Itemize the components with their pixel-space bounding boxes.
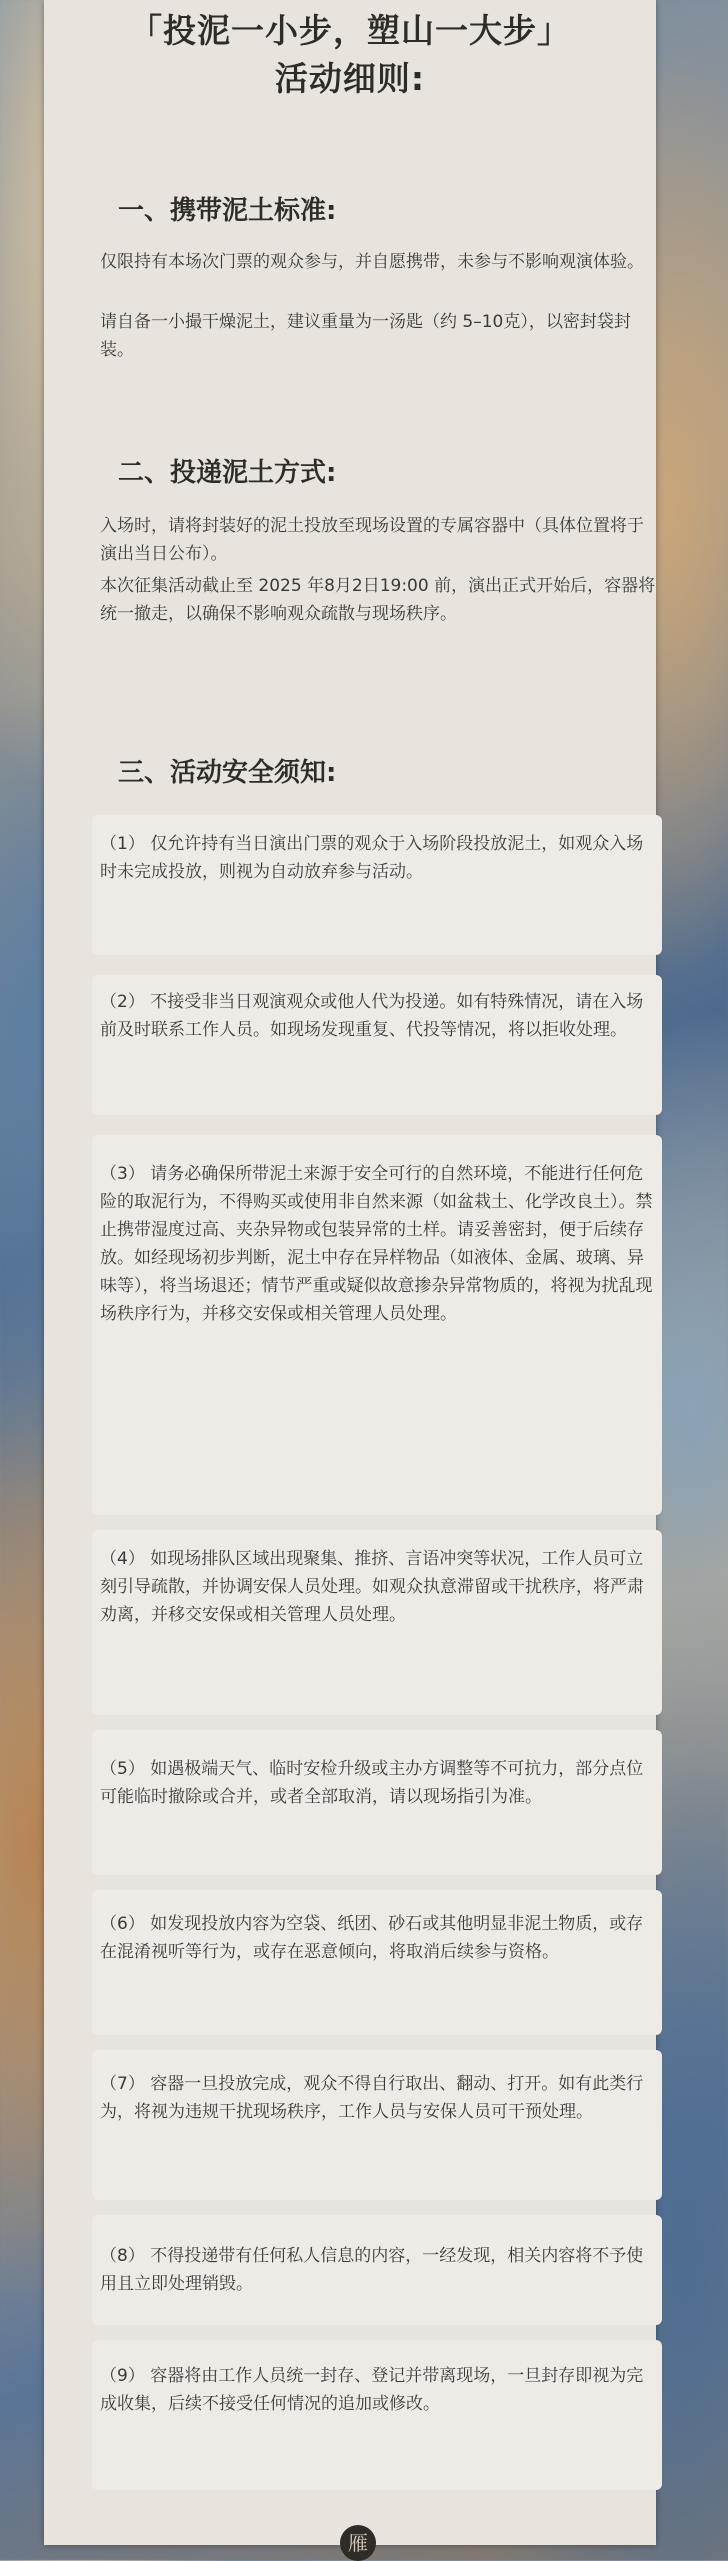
rule-item-7: （7） 容器一旦投放完成，观众不得自行取出、翻动、打开。如有此类行为，将视为违规干扰现场秩序，工作人员与安保人员可干预处理。 — [100, 2074, 644, 2122]
rule-item-2: （2） 不接受非当日观演观众或他人代为投递。如有特殊情况，请在入场前及时联系工作人员。如现场发现重复、代投等情况，将以拒收处理。 — [100, 992, 644, 1040]
section-2-paragraph-2: 本次征集活动截止至 2025 年8月2日19:00 前，演出正式开始后，容器将统一撤走，以确保不影响观众疏散与现场秩序。 — [100, 576, 656, 624]
page-title — [44, 10, 656, 100]
title-line-1: 「投泥一小步，塑山一大步」 — [129, 11, 571, 50]
section-3-heading: 三、活动安全须知: — [118, 758, 337, 788]
section-1-paragraph-2: 请自备一小撮干燥泥土，建议重量为一汤匙（约 5–10克），以密封袋封装。 — [100, 312, 631, 360]
section-2-heading: 二、投递泥土方式: — [118, 458, 337, 488]
rule-item-3: （3） 请务必确保所带泥土来源于安全可行的自然环境，不能进行任何危险的取泥行为，不得购买或使用非自然来源（如盆栽土、化学改良土）。禁止携带湿度过高、夹杂异物或包装异常的土样。请妥善密封，便于后续存放。如经现场初步判断，泥土中存在异样物品（如液体、金属、玻璃、异味等），将当场退还；情节严重或疑似故意掺杂异常物质的，将视为扰乱现场秩序行为，并移交安保或相关管理人员处理。 — [100, 1164, 653, 1324]
section-1-heading: 一、携带泥土标准: — [118, 196, 337, 226]
rule-item-9: （9） 容器将由工作人员统一封存、登记并带离现场，一旦封存即视为完成收集，后续不接受任何情况的追加或修改。 — [100, 2366, 644, 2414]
rule-item-6: （6） 如发现投放内容为空袋、纸团、砂石或其他明显非泥土物质，或存在混淆视听等行为，或存在恶意倾向，将取消后续参与资格。 — [100, 1914, 644, 1962]
title-line-2: 活动细则: — [274, 59, 426, 98]
section-2-paragraph-1: 入场时，请将封装好的泥土投放至现场设置的专属容器中（具体位置将于演出当日公布）。 — [100, 516, 644, 564]
rule-item-8: （8） 不得投递带有任何私人信息的内容，一经发现，相关内容将不予使用且立即处理销毁。 — [100, 2246, 644, 2294]
rule-item-1: （1） 仅允许持有当日演出门票的观众于入场阶段投放泥土，如观众入场时未完成投放，则视为自动放弃参与活动。 — [100, 834, 644, 882]
rule-item-4: （4） 如现场排队区域出现聚集、推挤、言语冲突等状况，工作人员可立刻引导疏散，并协调安保人员处理。如观众执意滞留或干扰秩序，将严肃劝离，并移交安保或相关管理人员处理。 — [100, 1549, 644, 1625]
brand-logo-icon: 雁 — [340, 2525, 376, 2561]
section-1-paragraph-1: 仅限持有本场次门票的观众参与，并自愿携带，未参与不影响观演体验。 — [100, 252, 644, 272]
rule-item-5: （5） 如遇极端天气、临时安检升级或主办方调整等不可抗力，部分点位可能临时撤除或合并，或者全部取消，请以现场指引为准。 — [100, 1759, 644, 1807]
